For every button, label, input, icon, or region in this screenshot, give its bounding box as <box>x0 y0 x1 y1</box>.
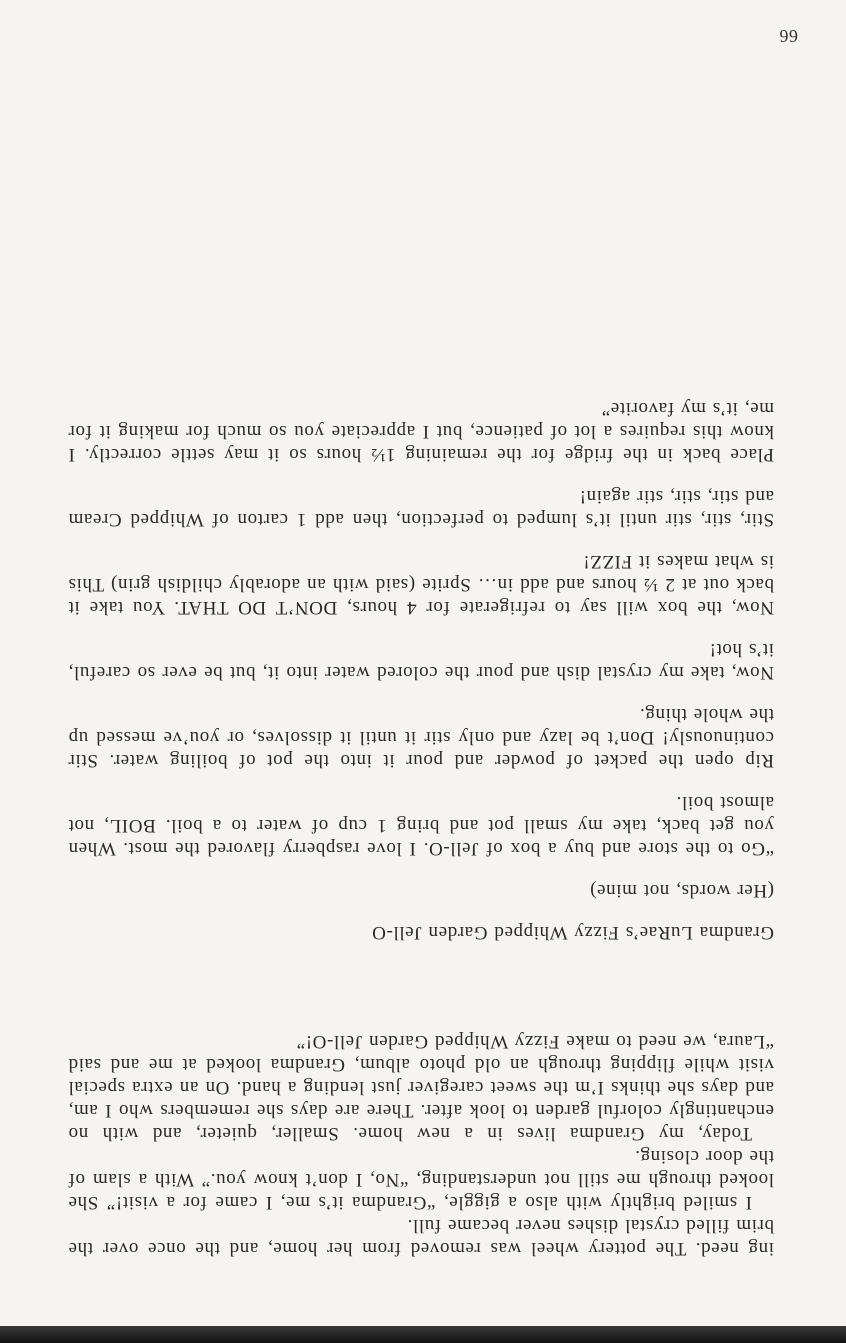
recipe-subtitle: (Her words, not mine) <box>589 880 774 901</box>
scan-bottom-edge <box>0 1326 846 1343</box>
recipe-step-stir: Rip open the packet of powder and pour it into the pot of boiling water. Stir continuously! Don’t be lazy and only stir it until it dissolves, or you’ve messed up the whole thing. <box>68 704 774 771</box>
recipe-step-whipped-cream: Stir, stir, stir until it’s lumped to perfection, then add 1 carton of Whipped Cream and stir, stir, stir again! <box>68 486 774 530</box>
recipe-step-settle: Place back in the fridge for the remaining 1½ hours so it may settle correctly. I know this requires a lot of patience, but I appreciate you so much for making it for me, it’s my favorite” <box>68 398 774 465</box>
recipe-step-sprite: Now, the box will say to refrigerate for 4 hours, DON’T DO THAT. You take it back out at 2 ½ hours and add in… Sprite (said with an adorably childish grin) This is what makes it FIZZ! <box>68 551 774 618</box>
recipe-step-pour: Now, take my crystal dish and pour the colored water into it, but be ever so careful, it’s hot! <box>68 639 774 683</box>
paragraph-continuation: ing need. The pottery wheel was removed from her home, and the once over the brim filled crystal dishes never became full. <box>68 1215 774 1259</box>
page-number: 66 <box>779 26 798 46</box>
paragraph-visit: I smiled brightly with also a giggle, “Grandma it’s me, I came for a visit!” She looked through me still not understanding, “No, I don’t know you.” With a slam of the door closing. <box>68 1146 774 1213</box>
recipe-step-boil: “Go to the store and buy a box of Jell-O. I love raspberry flavored the most. When you get back, take my small pot and bring 1 cup of water to a boil. BOIL, not almost boil. <box>68 792 774 859</box>
paragraph-new-home: Today, my Grandma lives in a new home. Smaller, quieter, and with no enchantingly colorful garden to look after. There are days she remembers who I am, and days she thinks I’m the sweet caregiver just lending a hand. On an extra special visit while flipping through an old photo album, Grandma looked at me and said “Laura, we need to make Fizzy Whipped Garden Jell-O!” <box>68 1031 774 1144</box>
recipe-title: Grandma LuRae’s Fizzy Whipped Garden Jell-O <box>371 922 774 943</box>
page-body <box>68 397 774 1260</box>
